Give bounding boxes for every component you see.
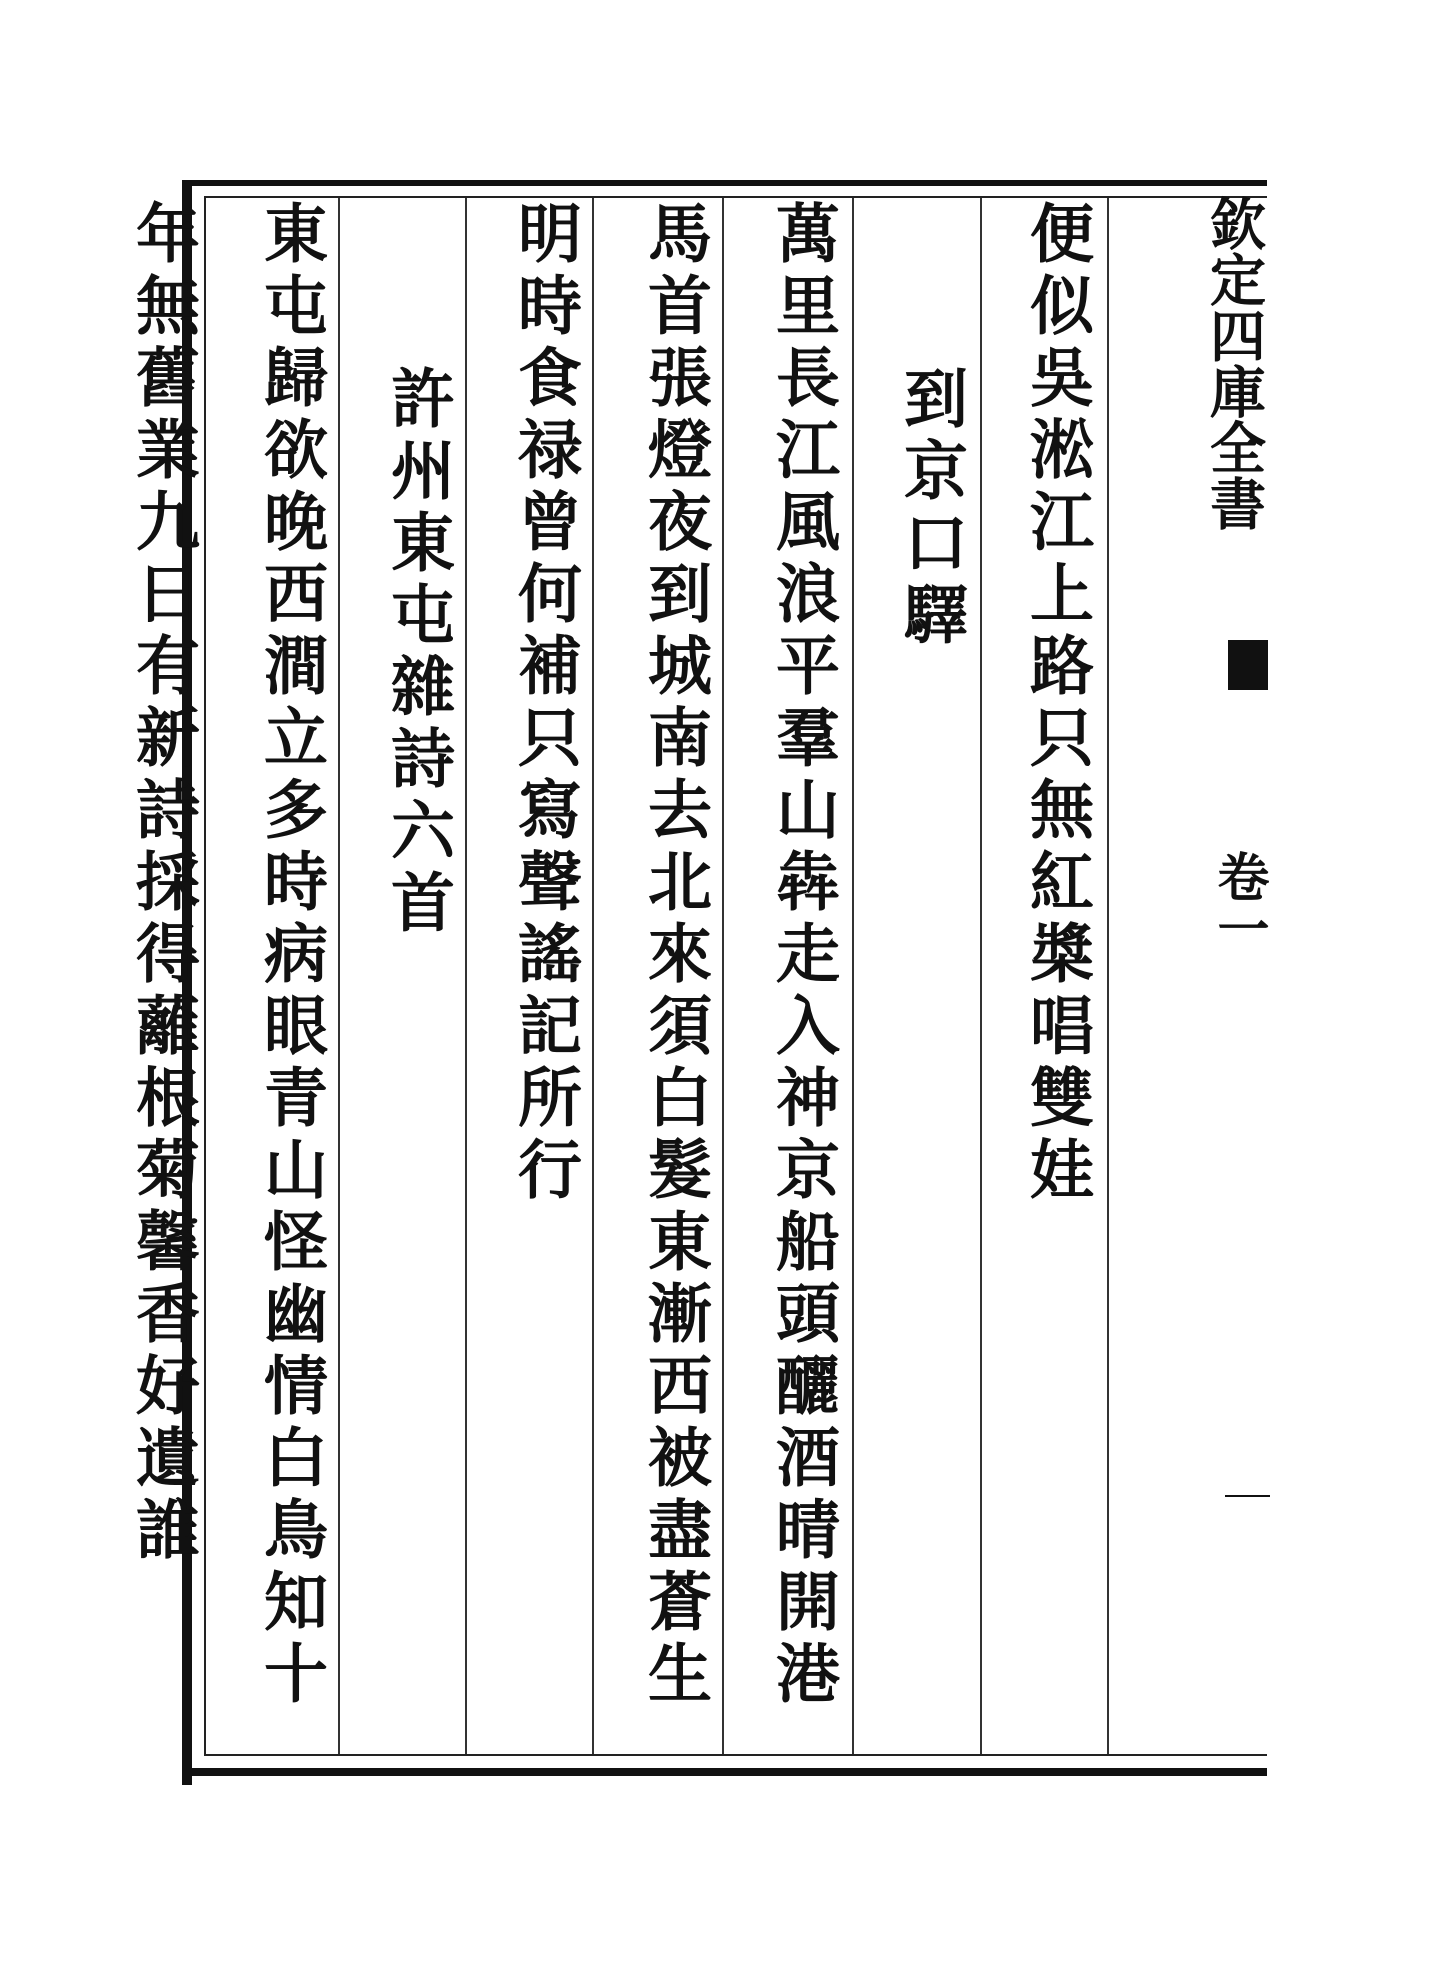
column-rule: [852, 198, 854, 1754]
frame-bottom-inner-rule: [204, 1754, 1267, 1756]
frame-top-border: [182, 180, 1267, 186]
text-column-5: [504, 200, 584, 1208]
margin-rule: [1225, 1495, 1270, 1497]
column-rule: [465, 198, 467, 1754]
text-column-1: [1016, 200, 1096, 1208]
text-column-2: [890, 365, 970, 653]
column-text: 明時食禄曾何補只寫聲謠記所行: [507, 200, 582, 1208]
book-title: 欽定四庫全書: [1201, 195, 1267, 531]
column-text: 許州東屯雜詩六首: [380, 365, 455, 941]
column-rule: [592, 198, 594, 1754]
column-text: 便似吳淞江上路只無紅槳唱雙娃: [1019, 200, 1094, 1208]
text-column-8: [122, 200, 202, 1568]
column-rule: [722, 198, 724, 1754]
text-column-3: [762, 200, 842, 1712]
column-text: 年無舊業九日有新詩採得蘺根菊馨香好遺誰: [125, 200, 200, 1568]
fishtail-mark: [1228, 640, 1268, 690]
frame-bottom-border: [182, 1768, 1267, 1776]
column-text: 馬首張燈夜到城南去北來須白髮東漸西被盡蒼生: [637, 200, 712, 1712]
frame-left-inner-rule: [204, 196, 206, 1756]
volume-label: 卷一: [1208, 850, 1269, 954]
column-rule: [980, 198, 982, 1754]
text-column-7: [250, 200, 330, 1712]
text-column-4: [634, 200, 714, 1712]
column-text: 東屯歸欲晚西澗立多時病眼青山怪幽情白鳥知十: [253, 200, 328, 1712]
column-rule: [338, 198, 340, 1754]
text-column-6: [377, 365, 457, 941]
column-text: 到京口驛: [893, 365, 968, 653]
column-rule: [1107, 198, 1109, 1754]
column-text: 萬里長江風浪平羣山犇走入神京船頭釃酒晴開港: [765, 200, 840, 1712]
